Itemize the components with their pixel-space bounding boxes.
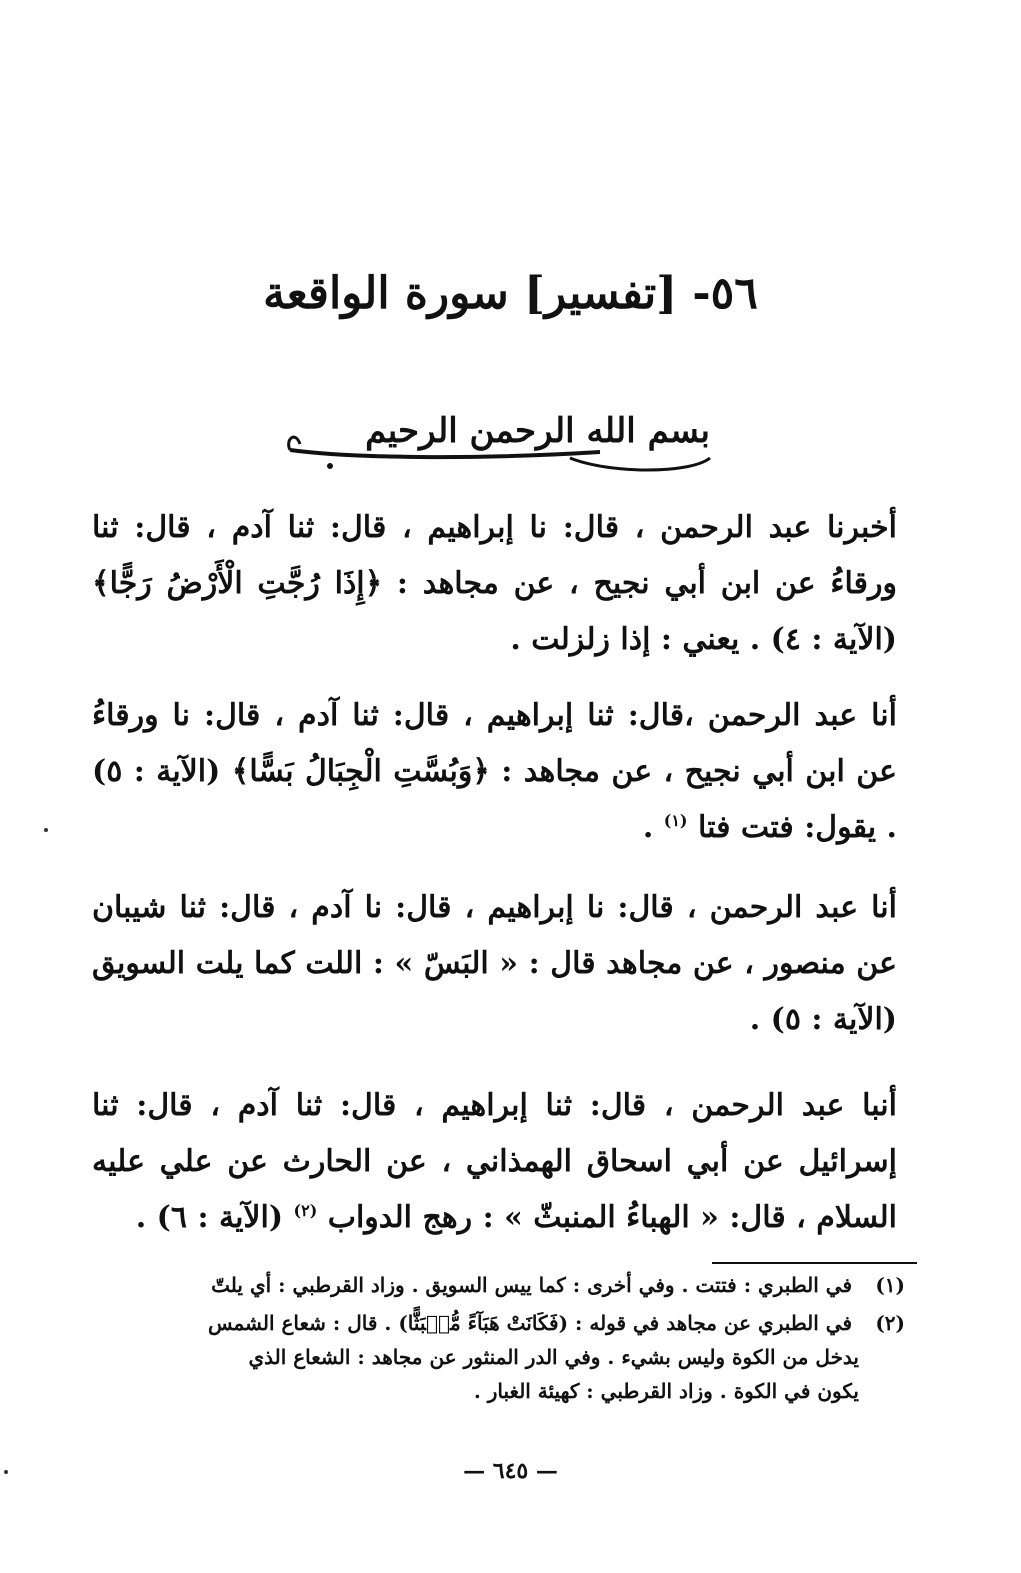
paragraph-3-text: أنا عبد الرحمن ، قال: نا إبراهيم ، قال: نا آدم ، قال: ثنا شيبان عن منصور ، عن مجاهد قال : « البَسّ » : اللت كما يلت السويق (الآية : ٥) . — [92, 890, 897, 1037]
footnote-divider — [712, 1262, 917, 1264]
paragraph-4 — [92, 1078, 897, 1246]
basmala-calligraphy — [270, 400, 750, 480]
paragraph-2 — [92, 688, 897, 856]
footnote-ref-2: (٢) — [293, 1201, 318, 1220]
page-number: — ٦٤٥ — — [463, 1458, 558, 1484]
surah-title: ٥٦- [تفسير] سورة الواقعة — [263, 268, 758, 319]
scan-speck — [44, 828, 48, 832]
footnote-2-text: في الطبري عن مجاهد في قوله : (فَكَانَتْ هَبَآءً مُّنۢبَثًّا) . قال : شعاع الشمس — [207, 1311, 853, 1335]
footnote-2 — [100, 1306, 905, 1408]
footnote-ref-1: (١) — [663, 811, 688, 830]
basmala-calligraphy-graphic — [270, 400, 750, 480]
paragraph-4-end: (الآية : ٦) . — [135, 1200, 284, 1235]
footnote-1-text: في الطبري : فتتت . وفي أخرى : كما ييس السويق . وزاد القرطبي : أي يلتّ — [211, 1273, 853, 1297]
footnote-2-number: (٢) — [875, 1311, 905, 1335]
scan-speck — [4, 1470, 8, 1474]
paragraph-2-end: . — [642, 810, 654, 845]
footnote-2-continuation-1: يدخل من الكوة وليس بشيء . وفي الدر المنثور عن مجاهد : الشعاع الذي — [248, 1345, 859, 1369]
paragraph-1-text: أخبرنا عبد الرحمن ، قال: نا إبراهيم ، قال: ثنا آدم ، قال: ثنا ورقاءُ عن ابن أبي نجيح ، عن مجاهد : ﴿إِذَا رُجَّتِ الْأَرْضُ رَجًّا﴾ (الآية : ٤) . يعني : إذا زلزلت . — [92, 510, 897, 657]
paragraph-1 — [92, 500, 897, 668]
paragraph-2-text: أنا عبد الرحمن ،قال: ثنا إبراهيم ، قال: ثنا آدم ، قال: نا ورقاءُ عن ابن أبي نجيح ، عن مجاهد : ﴿وَبُسَّتِ الْجِبَالُ بَسًّا﴾ (الآية : ٥) . يقول: فتت فتا — [92, 698, 897, 845]
paragraph-4-text: أنبا عبد الرحمن ، قال: ثنا إبراهيم ، قال: ثنا آدم ، قال: ثنا إسرائيل عن أبي اسحاق الهمذاني ، عن الحارث عن علي عليه السلام ، قال: « الهباءُ المنبثّ » : رهج الدواب — [92, 1088, 897, 1235]
footnote-1 — [100, 1268, 905, 1302]
paragraph-3 — [92, 880, 897, 1048]
footnote-1-number: (١) — [875, 1273, 905, 1297]
basmala-text: بسم الله الرحمن الرحيم — [365, 411, 710, 451]
footnote-2-continuation-2: يكون في الكوة . وزاد القرطبي : كهيئة الغبار . — [473, 1379, 859, 1403]
